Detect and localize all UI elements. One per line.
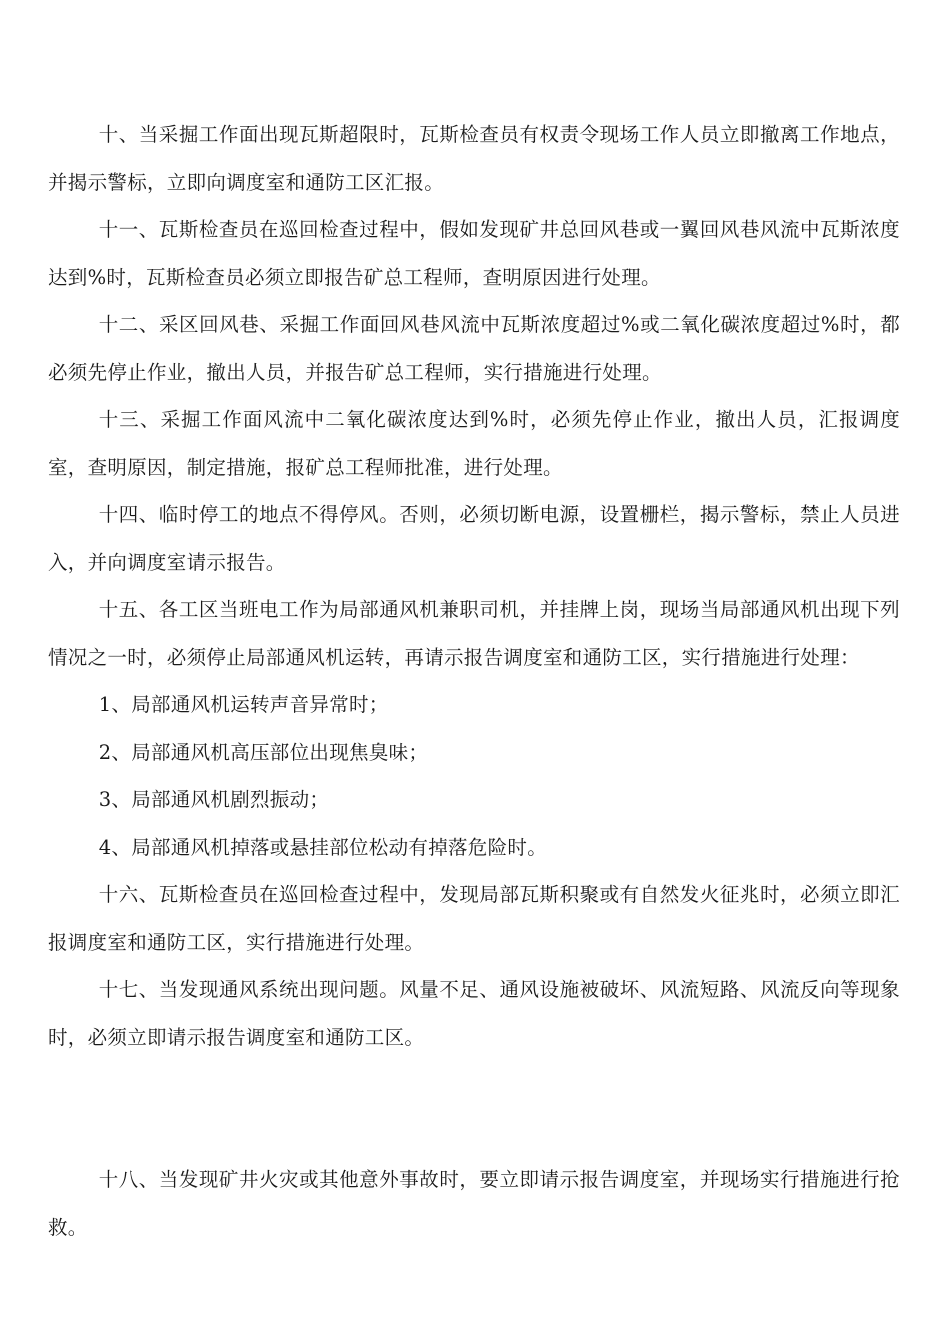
paragraph-15: 十五、各工区当班电工作为局部通风机兼职司机，并挂牌上岗，现场当局部通风机出现下列情况之一时，必须停止局部通风机运转，再请示报告调度室和通防工区，实行措施进行处理： [48, 598, 900, 669]
paragraph-17: 十七、当发现通风系统出现问题。风量不足、通风设施被破坏、风流短路、风流反向等现象时，必须立即请示报告调度室和通防工区。 [48, 978, 900, 1049]
paragraph-10: 十、当采掘工作面出现瓦斯超限时，瓦斯检查员有权责令现场工作人员立即撤离工作地点，并揭示警标，立即向调度室和通防工区汇报。 [48, 123, 900, 194]
paragraph-13: 十三、采掘工作面风流中二氧化碳浓度达到%时，必须先停止作业，撤出人员，汇报调度室，查明原因，制定措施，报矿总工程师批准，进行处理。 [48, 408, 900, 479]
paragraph-12: 十二、采区回风巷、采掘工作面回风巷风流中瓦斯浓度超过%或二氧化碳浓度超过%时，都必须先停止作业，撤出人员，并报告矿总工程师，实行措施进行处理。 [48, 313, 900, 384]
document-body [48, 111, 900, 1251]
paragraph-18: 十八、当发现矿井火灾或其他意外事故时，要立即请示报告调度室，并现场实行措施进行抢救。 [48, 1168, 900, 1239]
paragraph-16: 十六、瓦斯检查员在巡回检查过程中，发现局部瓦斯积聚或有自然发火征兆时，必须立即汇报调度室和通防工区，实行措施进行处理。 [48, 883, 900, 954]
list-item-2: 2、局部通风机高压部位出现焦臭味； [98, 740, 429, 764]
list-item-3: 3、局部通风机剧烈振动； [98, 788, 330, 811]
blank-spacer [48, 1061, 900, 1156]
list-item-4: 4、局部通风机掉落或悬挂部位松动有掉落危险时。 [98, 835, 547, 859]
paragraph-11: 十一、瓦斯检查员在巡回检查过程中，假如发现矿井总回风巷或一翼回风巷风流中瓦斯浓度达到%时，瓦斯检查员必须立即报告矿总工程师，查明原因进行处理。 [48, 218, 900, 289]
paragraph-14: 十四、临时停工的地点不得停风。否则，必须切断电源，设置栅栏，揭示警标，禁止人员进入，并向调度室请示报告。 [48, 503, 900, 574]
list-item-1: 1、局部通风机运转声音异常时； [98, 693, 389, 716]
